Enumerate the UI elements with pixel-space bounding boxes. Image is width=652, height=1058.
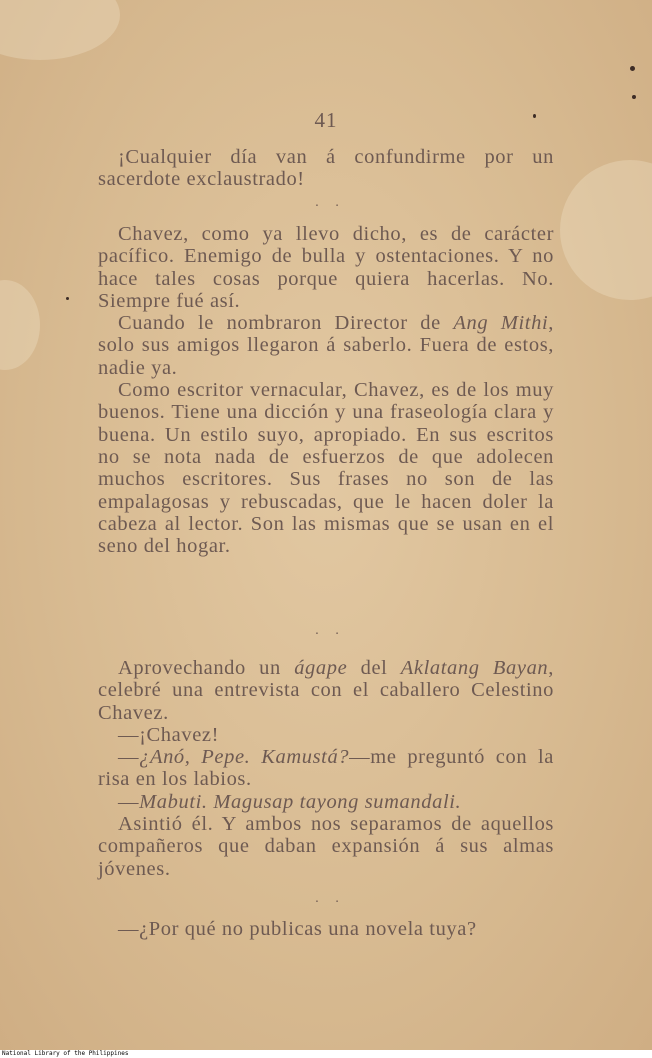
paper-stain	[0, 280, 40, 370]
paragraph: Como escritor vernacular, Chavez, es de los muy buenos. Tiene una dicción y una fraseología clara y buena. Un estilo suyo, apropiado. En sus escritos no se nota nada de esfuerzos de que adolecen muchos escritores. Sus frases no son de las empalagosas y rebuscadas, que le hacen doler la cabeza al lector. Son las mismas que se usan en el seno del hogar.	[98, 379, 554, 558]
paragraph: Cuando le nombraron Director de Ang Mithi, solo sus amigos llegaron á saberlo. Fuera de estos, nadie ya.	[98, 312, 554, 379]
dialogue-line: —¿Anó, Pepe. Kamustá?—me preguntó con la risa en los labios.	[98, 746, 554, 791]
section-separator: · ·	[314, 199, 346, 214]
paragraph: ¡Cualquier día van á confundirme por un sacerdote exclaustrado!	[98, 146, 554, 191]
section-separator: · ·	[314, 895, 346, 910]
paper-stain	[0, 0, 120, 60]
text-block-4	[98, 918, 554, 940]
text-block-1	[98, 146, 554, 191]
dialogue-line: —Mabuti. Magusap tayong sumandali.	[118, 790, 462, 813]
ink-spot	[632, 95, 636, 99]
section-separator: · ·	[314, 627, 346, 642]
page-number: 41	[314, 108, 338, 132]
ink-spot	[66, 297, 69, 300]
paragraph: Aprovechando un ágape del Aklatang Bayan, celebré una entrevista con el caballero Celestino Chavez.	[98, 657, 555, 724]
paragraph: Asintió él. Y ambos nos separamos de aquellos compañeros que daban expansión á sus almas jóvenes.	[98, 813, 554, 880]
dialogue-line: —¡Chavez!	[118, 723, 220, 746]
ink-spot	[630, 66, 635, 71]
library-footer: National Library of the Philippines	[0, 1050, 652, 1058]
paper-stain	[560, 160, 652, 300]
text-block-2	[98, 223, 554, 557]
text-block-3	[98, 657, 554, 880]
dialogue-line: —¿Por qué no publicas una novela tuya?	[118, 918, 477, 940]
paragraph: Chavez, como ya llevo dicho, es de carácter pacífico. Enemigo de bulla y ostentaciones. Y no hace tales cosas porque quiera hacerlas. No. Siempre fué así.	[98, 223, 554, 312]
